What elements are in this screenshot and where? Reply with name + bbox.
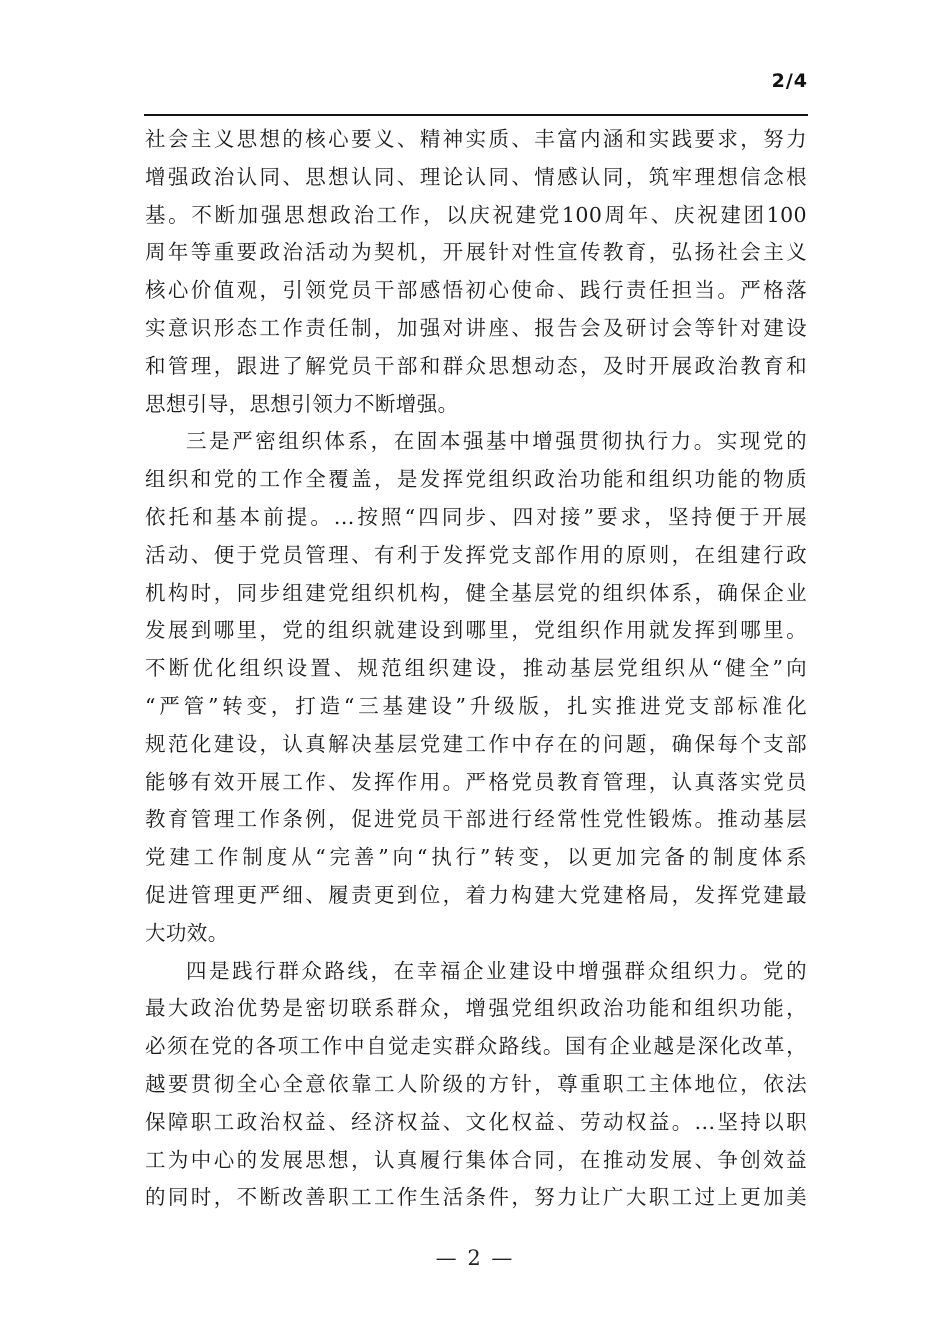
text-line: 党建工作制度从“完善”向“执行”转变，以更加完备的制度体系: [145, 845, 807, 870]
text-line: 核心价值观，引领党员干部感悟初心使命、践行责任担当。严格落: [145, 278, 807, 303]
text-line: 思想引导，思想引领力不断增强。: [145, 391, 459, 416]
text-line: 必须在党的各项工作中自觉走实群众路线。国有企业越是深化改革，: [145, 1034, 807, 1059]
text-line: 的同时，不断改善职工工作生活条件，努力让广大职工过上更加美: [145, 1185, 807, 1210]
header-divider: [144, 114, 808, 116]
text-line: 促进管理更严细、履责更到位，着力构建大党建格局，发挥党建最: [145, 882, 807, 907]
page-number-footer: — 2 —: [435, 1246, 515, 1270]
text-line: 和管理，跟进了解党员干部和群众思想动态，及时开展政治教育和: [145, 353, 807, 378]
text-line: 保障职工政治权益、经济权益、文化权益、劳动权益。...坚持以职: [145, 1109, 807, 1134]
text-line: 教育管理工作条例，促进党员干部进行经常性党性锻炼。推动基层: [145, 807, 807, 832]
text-line: 大功效。: [145, 920, 229, 945]
text-line: 规范化建设，认真解决基层党建工作中存在的问题，确保每个支部: [145, 731, 807, 756]
text-line: 周年等重要政治活动为契机，开展针对性宣传教育，弘扬社会主义: [145, 240, 807, 265]
text-line: “严管”转变，打造“三基建设”升级版，扎实推进党支部标准化: [145, 693, 807, 718]
text-line: 能够有效开展工作、发挥作用。严格党员教育管理，认真落实党员: [145, 769, 807, 794]
text-line: 活动、便于党员管理、有利于发挥党支部作用的原则，在组建行政: [145, 542, 807, 567]
text-line: 社会主义思想的核心要义、精神实质、丰富内涵和实践要求，努力: [145, 127, 807, 151]
text-line: 越要贯彻全心全意依靠工人阶级的方针，尊重职工主体地位，依法: [145, 1071, 807, 1096]
text-line: 工为中心的发展思想，认真履行集体合同，在推动发展、争创效益: [145, 1147, 807, 1172]
text-line: 三是严密组织体系，在固本强基中增强贯彻执行力。实现党的: [186, 429, 807, 454]
text-line: 机构时，同步组建党组织机构，健全基层党的组织体系，确保企业: [145, 580, 807, 605]
document-body: [145, 121, 807, 1217]
text-line: 最大政治优势是密切联系群众，增强党组织政治功能和组织功能，: [145, 996, 807, 1021]
text-line: 发展到哪里，党的组织就建设到哪里，党组织作用就发挥到哪里。: [145, 618, 807, 643]
text-line: 实意识形态工作责任制，加强对讲座、报告会及研讨会等针对建设: [145, 315, 807, 340]
text-line: 四是践行群众路线，在幸福企业建设中增强群众组织力。党的: [186, 958, 807, 983]
text-line: 增强政治认同、思想认同、理论认同、情感认同，筑牢理想信念根: [145, 164, 807, 189]
text-line: 依托和基本前提。...按照“四同步、四对接”要求，坚持便于开展: [145, 504, 807, 529]
page-indicator: 2/4: [771, 70, 808, 92]
text-line: 不断优化组织设置、规范组织建设，推动基层党组织从“健全”向: [145, 656, 807, 681]
text-line: 基。不断加强思想政治工作，以庆祝建党100周年、庆祝建团100: [145, 202, 807, 227]
text-line: 组织和党的工作全覆盖，是发挥党组织政治功能和组织功能的物质: [145, 467, 807, 492]
